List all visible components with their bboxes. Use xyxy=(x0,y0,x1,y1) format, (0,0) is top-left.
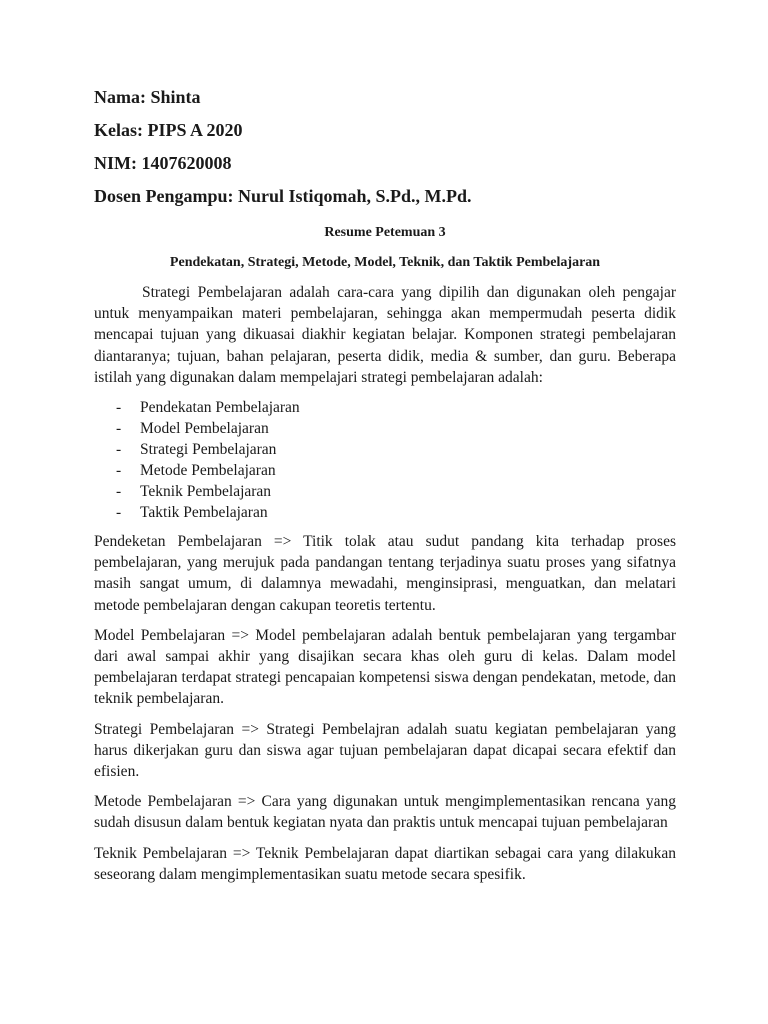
list-item xyxy=(94,460,676,481)
list-item-text: Metode Pembelajaran xyxy=(140,462,276,480)
list-dash: - xyxy=(116,462,122,480)
list-dash: - xyxy=(116,441,122,459)
metode-paragraph: Metode Pembelajaran => Cara yang digunakan untuk mengimplementasikan rencana yang sudah disusun dalam bentuk kegiatan nyata dan praktis untuk mencapai tujuan pembelajaran xyxy=(94,793,676,832)
teknik-paragraph: Teknik Pembelajaran => Teknik Pembelajaran dapat diartikan sebagai cara yang dilakukan seseorang dalam mengimplementasikan suatu metode secara spesifik. xyxy=(94,844,676,883)
list-item xyxy=(94,397,676,418)
list-dash: - xyxy=(116,504,122,522)
strategi-paragraph: Strategi Pembelajaran => Strategi Pembelajran adalah suatu kegiatan pembelajaran yang harus dikerjakan guru dan siswa agar tujuan pembelajaran dapat dicapai secara efektif dan efisien. xyxy=(94,720,676,781)
list-item-text: Pendekatan Pembelajaran xyxy=(140,399,300,417)
intro-paragraph: Strategi Pembelajaran adalah cara-cara yang dipilih dan digunakan oleh pengajar untuk menyampaikan materi pembelajaran, sehingga akan mempermudah peserta didik mencapai tujuan yang dikuasai diakhir kegiatan belajar. Komponen strategi pembelajaran diantaranya; tujuan, bahan pelajaran, peserta didik, media & sumber, dan guru. Beberapa istilah yang digunakan dalam mempelajari strategi pembelajaran adalah: xyxy=(94,284,676,386)
pendekatan-paragraph: Pendeketan Pembelajaran => Titik tolak atau sudut pandang kita terhadap proses pembelajaran, yang merujuk pada pandangan tentang terjadinya suatu proses yang sifatnya masih sangat umum, di dalamnya mewadahi, menginsiprasi, menguatkan, dan melatari metode pembelajaran dengan cakupan teoretis tertentu. xyxy=(94,533,676,614)
lecturer-name: Dosen Pengampu: Nurul Istiqomah, S.Pd., M.Pd. xyxy=(94,186,472,206)
list-item xyxy=(94,502,676,523)
model-paragraph: Model Pembelajaran => Model pembelajaran adalah bentuk pembelajaran yang tergambar dari awal sampai akhir yang disajikan secara khas oleh guru di kelas. Dalam model pembelajaran terdapat strategi pencapaian kompetensi siswa dengan pendekatan, metode, dan teknik pembelajaran. xyxy=(94,626,676,708)
list-item-text: Model Pembelajaran xyxy=(140,420,269,438)
list-item-text: Teknik Pembelajaran xyxy=(140,483,272,501)
list-item xyxy=(94,481,676,502)
student-class: Kelas: PIPS A 2020 xyxy=(94,120,243,140)
student-nim: NIM: 1407620008 xyxy=(94,153,232,173)
document-subtitle: Pendekatan, Strategi, Metode, Model, Teknik, dan Taktik Pembelajaran xyxy=(169,255,601,270)
list-dash: - xyxy=(116,420,122,438)
document-title: Resume Petemuan 3 xyxy=(324,225,446,240)
list-item xyxy=(94,418,676,439)
list-dash: - xyxy=(116,399,122,417)
terms-list xyxy=(94,397,676,523)
list-item-text: Strategi Pembelajaran xyxy=(140,441,277,459)
list-dash: - xyxy=(116,483,122,501)
student-name: Nama: Shinta xyxy=(94,87,201,107)
list-item-text: Taktik Pembelajaran xyxy=(140,504,268,522)
document-page xyxy=(94,86,676,894)
list-item xyxy=(94,439,676,460)
